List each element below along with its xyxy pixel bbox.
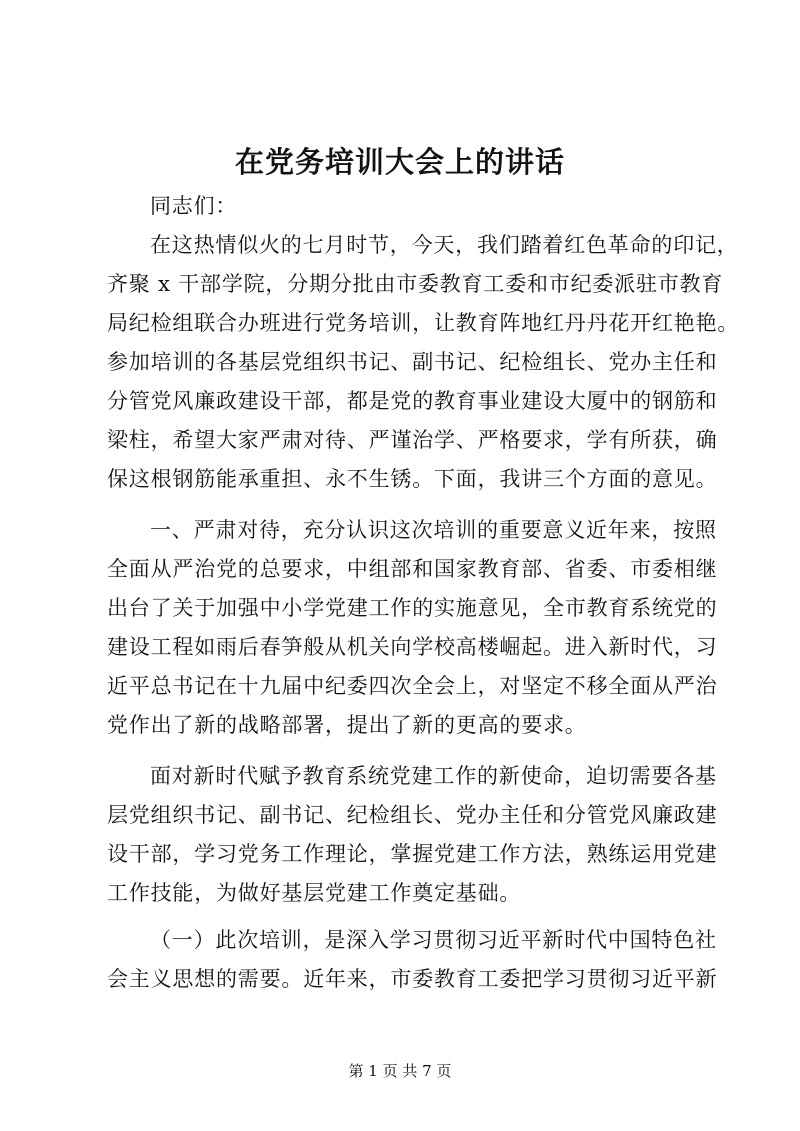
section-heading-line: 一、严肃对待，充分认识这次培训的重要意义近年来，按照 <box>150 518 717 542</box>
page-number: 第 1 页 共 7 页 <box>348 1062 452 1080</box>
body-line: 局纪检组联合办班进行党务培训，让教育阵地红丹丹花开红艳艳。 <box>107 311 740 335</box>
subsection-heading-line: （一）此次培训，是深入学习贯彻习近平新时代中国特色社 <box>150 928 717 952</box>
body-line: 建设工程如雨后春笋般从机关向学校高楼崛起。进入新时代，习 <box>107 635 718 659</box>
body-line: 设干部，学习党务工作理论，掌握党建工作方法，熟练运用党建 <box>107 842 718 866</box>
body-line: 工作技能，为做好基层党建工作奠定基础。 <box>107 881 522 905</box>
body-line: 近平总书记在十九届中纪委四次全会上，对坚定不移全面从严治 <box>107 674 718 698</box>
body-line: 齐聚 x 干部学院，分期分批由市委教育工委和市纪委派驻市教育 <box>107 272 724 296</box>
body-line: 参加培训的各基层党组织书记、副书记、纪检组长、党办主任和 <box>107 350 718 374</box>
body-line: 梁柱，希望大家严肃对待、严谨治学、严格要求，学有所获，确 <box>107 428 718 452</box>
body-line: 全面从严治党的总要求，中组部和国家教育部、省委、市委相继 <box>107 557 718 581</box>
body-line: 党作出了新的战略部署，提出了新的更高的要求。 <box>107 713 587 737</box>
document-title: 在党务培训大会上的讲话 <box>234 145 565 179</box>
body-line: 面对新时代赋予教育系统党建工作的新使命，迫切需要各基 <box>150 764 717 788</box>
body-line: 分管党风廉政建设干部，都是党的教育事业建设大厦中的钢筋和 <box>107 389 718 413</box>
body-line: 保这根钢筋能承重担、永不生锈。下面，我讲三个方面的意见。 <box>107 467 718 491</box>
salutation-line: 同志们： <box>150 194 238 218</box>
body-line: 层党组织书记、副书记、纪检组长、党办主任和分管党风廉政建 <box>107 803 718 827</box>
body-line: 出台了关于加强中小学党建工作的实施意见，全市教育系统党的 <box>107 596 718 620</box>
body-line: 会主义思想的需要。近年来，市委教育工委把学习贯彻习近平新 <box>107 967 718 991</box>
body-line: 在这热情似火的七月时节，今天，我们踏着红色革命的印记， <box>150 233 739 257</box>
